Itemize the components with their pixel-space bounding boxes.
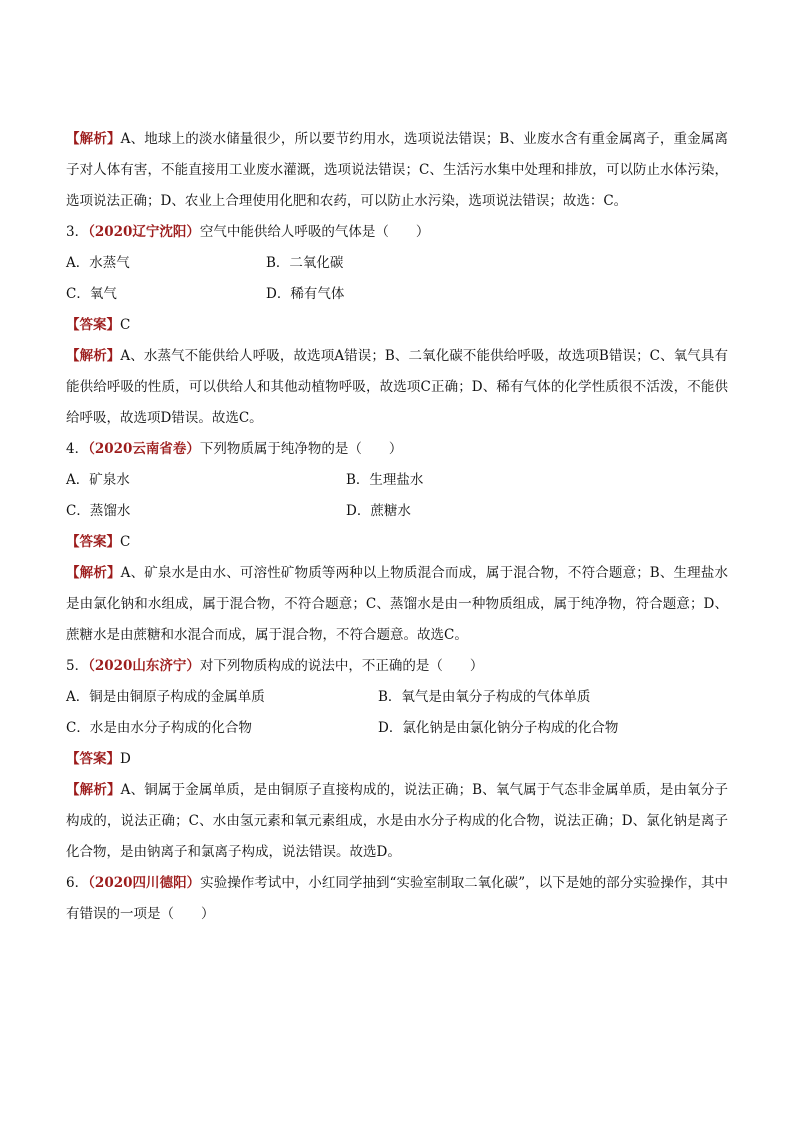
- q6-stem: [66, 868, 728, 930]
- q4-answer-value: C: [120, 534, 131, 550]
- q4-analysis: [66, 558, 728, 651]
- q6-number: 6．: [66, 875, 89, 891]
- q4-option-d: D．蔗糖水: [346, 503, 411, 519]
- q2-analysis: [66, 124, 728, 217]
- analysis-label: 【解析】: [66, 348, 121, 364]
- answer-label: 【答案】: [66, 751, 120, 767]
- q5-option-c: C．水是由水分子构成的化合物: [66, 720, 252, 736]
- q4-options-row-1: [66, 465, 728, 496]
- q3-option-d: D．稀有气体: [266, 286, 345, 302]
- q3-analysis: [66, 341, 728, 434]
- q3-stem: [66, 217, 728, 248]
- q5-number: 5．: [66, 658, 89, 674]
- q4-option-a: A．矿泉水: [66, 472, 130, 488]
- q4-stem: [66, 434, 728, 465]
- q3-option-b: B．二氧化碳: [266, 255, 344, 271]
- q5-answer: [66, 744, 728, 775]
- answer-label: 【答案】: [66, 317, 120, 333]
- q3-options-row-1: [66, 248, 728, 279]
- q5-analysis-text: A、铜属于金属单质，是由铜原子直接构成的，说法正确；B、氧气属于气态非金属单质，是由氧分子构成的，说法正确；C、水由氢元素和氧元素组成，水是由水分子构成的化合物，说法正确；D、氯化钠是离子化合物，是由钠离子和氯离子构成，说法错误。故选D。: [66, 782, 729, 860]
- q5-option-d: D．氯化钠是由氯化钠分子构成的化合物: [378, 720, 619, 736]
- q3-analysis-text: A、水蒸气不能供给人呼吸，故选项A错误；B、二氧化碳不能供给呼吸，故选项B错误；C、氧气具有能供给呼吸的性质，可以供给人和其他动植物呼吸，故选项C正确；D、稀有气体的化学性质很不活泼，不能供给呼吸，故选项D错误。故选C。: [66, 348, 729, 426]
- q5-analysis: [66, 775, 728, 868]
- analysis-label: 【解析】: [66, 131, 121, 147]
- q5-options-row-2: [66, 713, 728, 744]
- q3-answer: [66, 310, 728, 341]
- q5-options-row-1: [66, 682, 728, 713]
- q5-stem: [66, 651, 728, 682]
- q4-option-c: C．蒸馏水: [66, 503, 131, 519]
- q3-stem-text: 空气中能供给人呼吸的气体是（ ）: [199, 224, 430, 240]
- q3-number: 3．: [66, 224, 89, 240]
- q4-source: （2020云南省卷）: [88, 441, 200, 457]
- q6-stem-text: 实验操作考试中，小红同学抽到“实验室制取二氧化碳”，以下是她的部分实验操作，其中有错误的一项是（ ）: [66, 875, 729, 922]
- q4-analysis-text: A、矿泉水是由水、可溶性矿物质等两种以上物质混合而成，属于混合物，不符合题意；B、生理盐水是由氯化钠和水组成，属于混合物，不符合题意；C、蒸馏水是由一种物质组成，属于纯净物，符合题意；D、蔗糖水是由蔗糖和水混合而成，属于混合物，不符合题意。故选C。: [66, 565, 729, 643]
- q2-analysis-text: A、地球上的淡水储量很少，所以要节约用水，选项说法错误；B、业废水含有重金属离子，重金属离子对人体有害，不能直接用工业废水灌溉，选项说法错误；C、生活污水集中处理和排放，可以防止水体污染，选项说法正确；D、农业上合理使用化肥和农药，可以防止水污染，选项说法错误；故选：C。: [66, 131, 729, 209]
- q4-number: 4．: [66, 441, 89, 457]
- q4-answer: [66, 527, 728, 558]
- q3-options-row-2: [66, 279, 728, 310]
- q4-option-b: B．生理盐水: [346, 472, 424, 488]
- q5-answer-value: D: [120, 751, 131, 767]
- q5-stem-text: 对下列物质构成的说法中，不正确的是（ ）: [199, 658, 484, 674]
- q3-option-c: C．氧气: [66, 286, 117, 302]
- answer-label: 【答案】: [66, 534, 120, 550]
- q4-options-row-2: [66, 496, 728, 527]
- document-page: [66, 124, 728, 930]
- q4-stem-text: 下列物质属于纯净物的是（ ）: [199, 441, 403, 457]
- q5-option-a: A．铜是由铜原子构成的金属单质: [66, 689, 265, 705]
- q3-option-a: A．水蒸气: [66, 255, 130, 271]
- q5-option-b: B．氧气是由氧分子构成的气体单质: [378, 689, 591, 705]
- q3-source: （2020辽宁沈阳）: [88, 224, 200, 240]
- q3-answer-value: C: [120, 317, 131, 333]
- q6-source: （2020四川德阳）: [88, 875, 201, 891]
- analysis-label: 【解析】: [66, 565, 121, 581]
- analysis-label: 【解析】: [66, 782, 121, 798]
- q5-source: （2020山东济宁）: [88, 658, 200, 674]
